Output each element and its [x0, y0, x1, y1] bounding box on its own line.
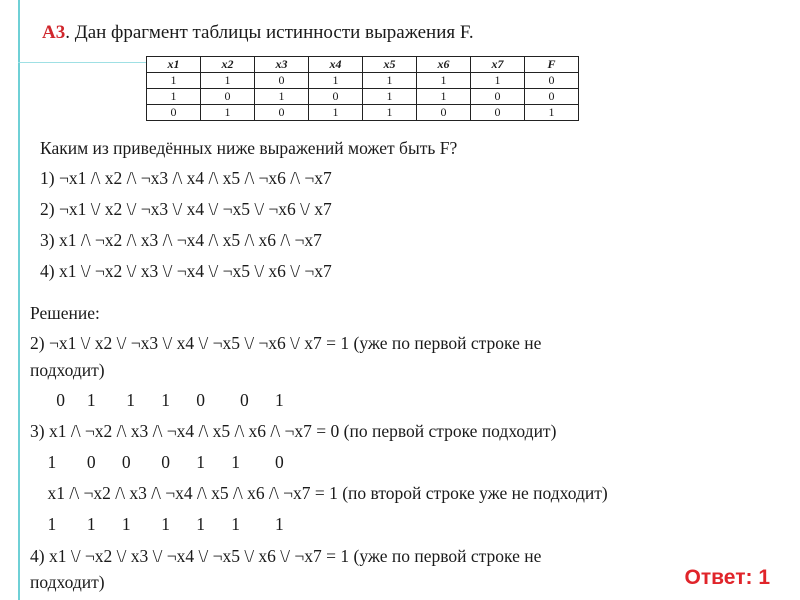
table-cell: 1: [363, 89, 417, 105]
table-cell: 1: [417, 89, 471, 105]
left-accent-line: [18, 0, 20, 600]
table-cell: 0: [471, 105, 525, 121]
table-row: [147, 89, 579, 105]
col-header: F: [525, 57, 579, 73]
task-title-text: . Дан фрагмент таблицы истинности выражения F.: [65, 22, 474, 43]
table-row: [147, 73, 579, 89]
table-cell: 0: [255, 73, 309, 89]
truth-table: [146, 56, 579, 121]
option-2: 2) ¬x1 \/ x2 \/ ¬x3 \/ x4 \/ ¬x5 \/ ¬x6 \/ x7: [40, 199, 332, 219]
solution-heading: Решение:: [30, 303, 100, 323]
question-text: Каким из приведённых ниже выражений может быть F?: [40, 138, 458, 158]
table-cell: 1: [525, 105, 579, 121]
solution-line: 3) x1 /\ ¬x2 /\ x3 /\ ¬x4 /\ x5 /\ x6 /\ ¬x7 = 0 (по первой строке подходит): [30, 421, 557, 441]
table-cell: 0: [201, 89, 255, 105]
answer-text: Ответ: 1: [684, 566, 770, 589]
col-header: x7: [471, 57, 525, 73]
col-header: x3: [255, 57, 309, 73]
option-1: 1) ¬x1 /\ x2 /\ ¬x3 /\ x4 /\ x5 /\ ¬x6 /\ ¬x7: [40, 168, 332, 188]
option-4: 4) x1 \/ ¬x2 \/ x3 \/ ¬x4 \/ ¬x5 \/ x6 \/ ¬x7: [40, 261, 332, 281]
table-cell: 0: [525, 73, 579, 89]
table-cell: 1: [309, 73, 363, 89]
solution-line: 2) ¬x1 \/ x2 \/ ¬x3 \/ x4 \/ ¬x5 \/ ¬x6 \/ x7 = 1 (уже по первой строке не: [30, 333, 542, 353]
solution-line: 1 1 1 1 1 1 1: [30, 514, 284, 534]
col-header: x4: [309, 57, 363, 73]
col-header: x1: [147, 57, 201, 73]
table-cell: 1: [471, 73, 525, 89]
solution-line: 4) x1 \/ ¬x2 \/ x3 \/ ¬x4 \/ ¬x5 \/ x6 \/ ¬x7 = 1 (уже по первой строке не: [30, 546, 542, 566]
table-cell: 0: [309, 89, 363, 105]
solution-line: x1 /\ ¬x2 /\ x3 /\ ¬x4 /\ x5 /\ x6 /\ ¬x7 = 1 (по второй строке уже не подходит): [30, 483, 608, 503]
task-title: [42, 22, 474, 44]
col-header: x6: [417, 57, 471, 73]
solution-line: подходит): [30, 572, 105, 592]
task-number: А3: [42, 22, 66, 43]
table-cell: 0: [471, 89, 525, 105]
table-cell: 0: [525, 89, 579, 105]
col-header: x2: [201, 57, 255, 73]
option-3: 3) x1 /\ ¬x2 /\ x3 /\ ¬x4 /\ x5 /\ x6 /\ ¬x7: [40, 230, 322, 250]
table-cell: 1: [309, 105, 363, 121]
table-cell: 1: [363, 73, 417, 89]
table-cell: 0: [255, 105, 309, 121]
table-cell: 1: [363, 105, 417, 121]
table-row: [147, 105, 579, 121]
col-header: x5: [363, 57, 417, 73]
table-cell: 1: [417, 73, 471, 89]
solution-line: 0 1 1 1 0 0 1: [30, 390, 284, 410]
table-cell: 1: [255, 89, 309, 105]
table-cell: 0: [147, 105, 201, 121]
table-cell: 1: [147, 89, 201, 105]
table-cell: 1: [201, 73, 255, 89]
table-cell: 0: [417, 105, 471, 121]
solution-line: 1 0 0 0 1 1 0: [30, 452, 284, 472]
table-cell: 1: [201, 105, 255, 121]
solution-line: подходит): [30, 360, 105, 380]
truth-table-header-row: [147, 57, 579, 73]
table-cell: 1: [147, 73, 201, 89]
